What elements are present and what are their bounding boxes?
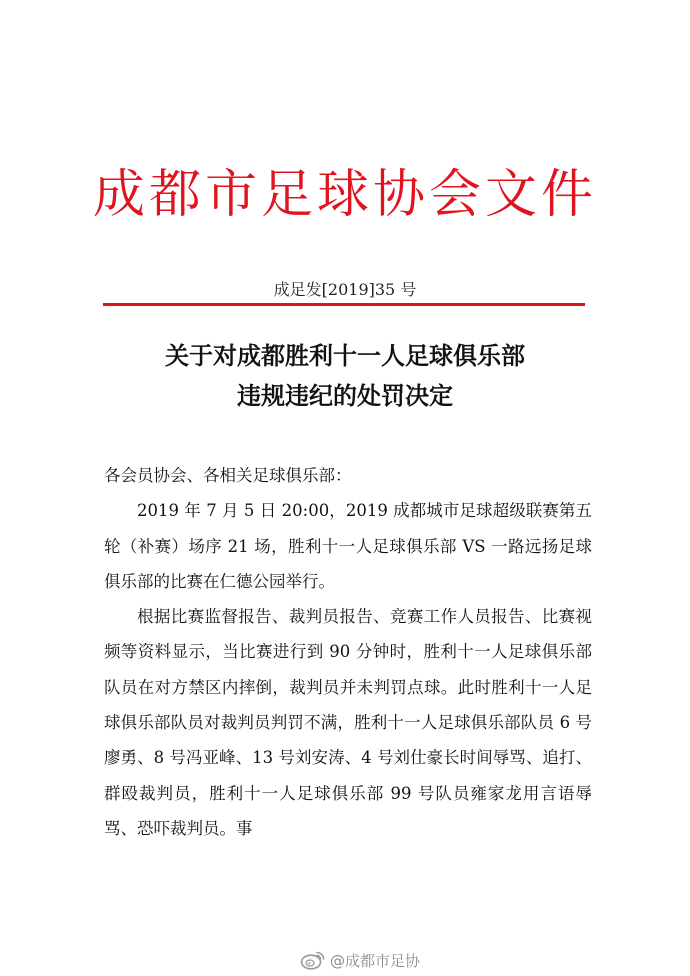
document-title-line-1: 关于对成都胜利十一人足球俱乐部: [165, 341, 525, 370]
watermark: [300, 948, 420, 972]
document-body: [104, 458, 592, 846]
document-title-line-2: 违规违纪的处罚决定: [237, 381, 453, 410]
salutation: 各会员协会、各相关足球俱乐部：: [104, 466, 352, 485]
body-paragraph-2: 根据比赛监督报告、裁判员报告、竞赛工作人员报告、比赛视频等资料显示，当比赛进行到 90 分钟时，胜利十一人足球俱乐部队员在对方禁区内摔倒，裁判员并未判罚点球。此时胜利十一人足球俱乐部队员对裁判员判罚不满，胜利十一人足球俱乐部队员 6 号廖勇、8 号冯亚峰、13 号刘安涛、4 号刘仕豪长时间辱骂、追打、群殴裁判员，胜利十一人足球俱乐部 99 号队员雍家龙用言语辱骂、恐吓裁判员。事: [104, 607, 592, 838]
weibo-icon: [300, 950, 326, 970]
document-title: [0, 336, 690, 416]
document-header-title: 成都市足球协会文件: [92, 165, 597, 225]
watermark-text: @成都市足协: [330, 951, 421, 970]
red-divider: [103, 303, 585, 306]
body-paragraph-1: 2019 年 7 月 5 日 20:00，2019 成都城市足球超级联赛第五轮（补赛）场序 21 场，胜利十一人足球俱乐部 VS 一路远扬足球俱乐部的比赛在仁德公园举行。: [104, 501, 592, 591]
document-number: 成足发[2019]35 号: [273, 280, 417, 299]
